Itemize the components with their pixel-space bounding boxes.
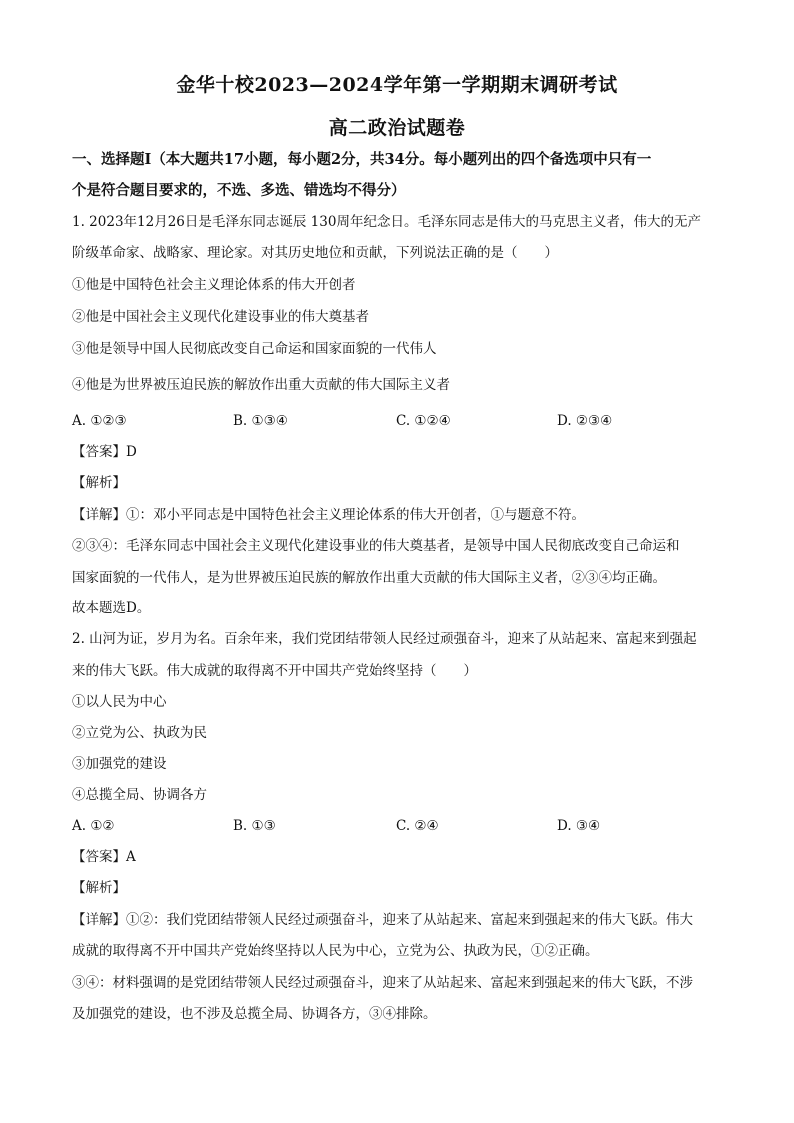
q2-stem-line2: 来的伟大飞跃。伟大成就的取得离不开中国共产党始终坚持（ ） — [72, 663, 477, 679]
q2-option-c: C. ②④ — [396, 818, 439, 834]
q1-analysis-label: 【解析】 — [72, 475, 126, 491]
q2-option-d: D. ③④ — [557, 818, 601, 834]
q1-option-b: B. ①③④ — [233, 413, 288, 429]
q2-stem-line1: 2. 山河为证，岁月为名。百余年来，我们党团结带领人民经过顽强奋斗，迎来了从站起来、富起来到强起 — [72, 631, 697, 647]
q1-detail-line2: ②③④：毛泽东同志中国社会主义现代化建设事业的伟大奠基者，是领导中国人民彻底改变自己命运和 — [72, 538, 680, 554]
q1-item-2: ②他是中国社会主义现代化建设事业的伟大奠基者 — [72, 309, 369, 325]
q2-detail-line2: 成就的取得离不开中国共产党始终坚持以人民为中心，立党为公、执政为民，①②正确。 — [72, 943, 599, 959]
q1-stem-line2: 阶级革命家、战略家、理论家。对其历史地位和贡献，下列说法正确的是（ ） — [72, 245, 558, 261]
q2-detail-line3: ③④：材料强调的是党团结带领人民经过顽强奋斗，迎来了从站起来、富起来到强起来的伟大飞跃，不涉 — [72, 975, 693, 991]
q1-option-c: C. ①②④ — [396, 413, 451, 429]
q1-detail-line3: 国家面貌的一代伟人，是为世界被压迫民族的解放作出重大贡献的伟大国际主义者，②③④均正确。 — [72, 570, 666, 586]
q2-item-2: ②立党为公、执政为民 — [72, 725, 207, 741]
exam-title: 金华十校2023—2024学年第一学期期末调研考试 — [176, 74, 618, 96]
q2-analysis-label: 【解析】 — [72, 880, 126, 896]
q2-item-4: ④总揽全局、协调各方 — [72, 787, 207, 803]
q1-option-d: D. ②③④ — [557, 413, 613, 429]
q1-item-3: ③他是领导中国人民彻底改变自己命运和国家面貌的一代伟人 — [72, 341, 437, 357]
q1-item-1: ①他是中国特色社会主义理论体系的伟大开创者 — [72, 277, 356, 293]
q1-detail-line1: 【详解】①：邓小平同志是中国特色社会主义理论体系的伟大开创者，①与题意不符。 — [72, 507, 585, 523]
q2-item-1: ①以人民为中心 — [72, 694, 167, 710]
q2-item-3: ③加强党的建设 — [72, 756, 167, 772]
q2-detail-line1: 【详解】①②：我们党团结带领人民经过顽强奋斗，迎来了从站起来、富起来到强起来的伟大飞跃。伟大 — [72, 912, 693, 928]
q1-option-a: A. ①②③ — [72, 413, 127, 429]
q1-stem-line1: 1. 2023年12月26日是毛泽东同志诞辰 130周年纪念日。毛泽东同志是伟大的马克思主义者，伟大的无产 — [72, 214, 701, 230]
q2-detail-line4: 及加强党的建设，也不涉及总揽全局、协调各方，③④排除。 — [72, 1006, 437, 1022]
q2-option-a: A. ①② — [72, 818, 115, 834]
exam-subtitle: 高二政治试题卷 — [328, 117, 466, 139]
q1-conclusion: 故本题选D。 — [72, 600, 151, 616]
section-heading-line2: 个是符合题目要求的，不选、多选、错选均不得分） — [72, 182, 406, 199]
q2-answer: 【答案】A — [72, 849, 136, 865]
section-heading-line1: 一、选择题Ⅰ（本大题共17小题，每小题2分，共34分。每小题列出的四个备选项中只有一 — [72, 151, 652, 168]
q1-item-4: ④他是为世界被压迫民族的解放作出重大贡献的伟大国际主义者 — [72, 377, 450, 393]
q2-option-b: B. ①③ — [233, 818, 276, 834]
q1-answer: 【答案】D — [72, 444, 137, 460]
